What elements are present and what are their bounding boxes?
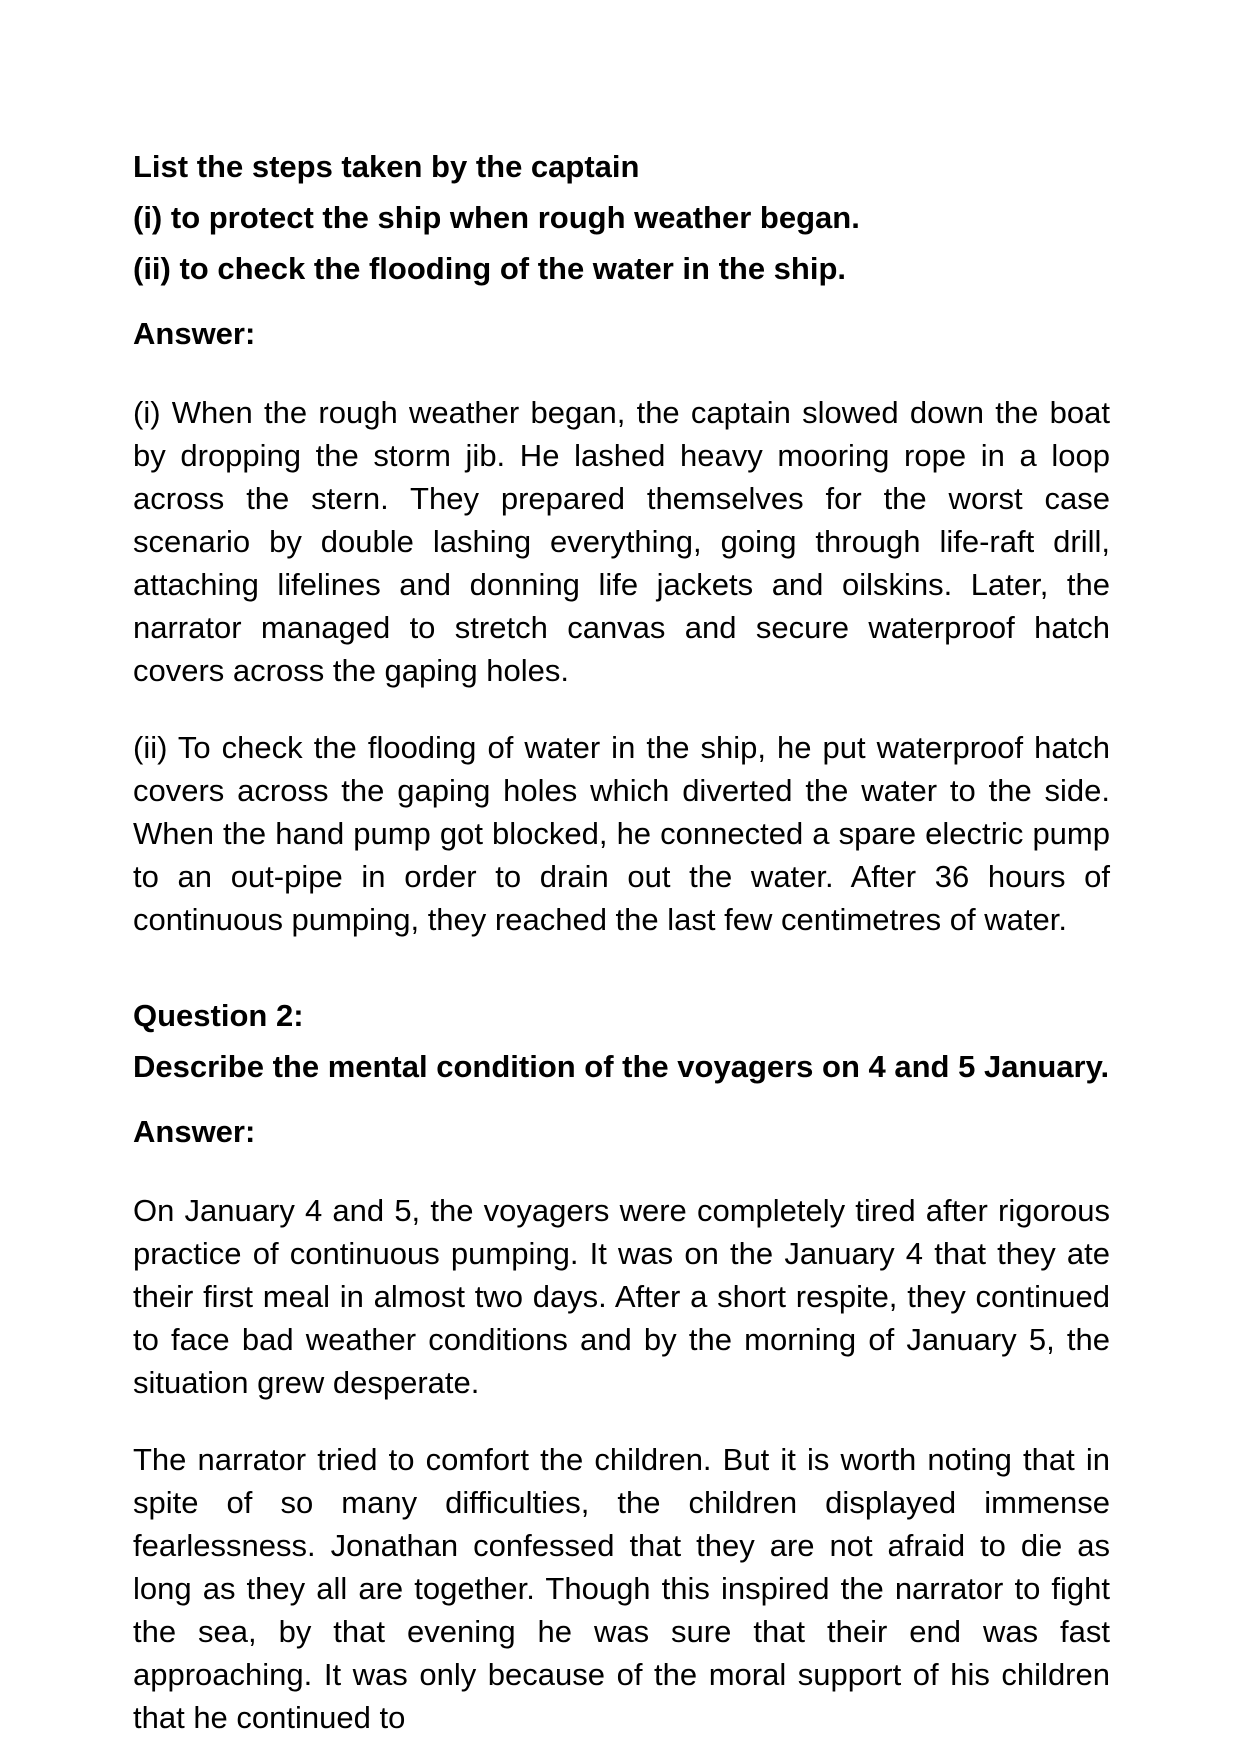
answer1-paragraph-i: (i) When the rough weather began, the captain slowed down the boat by dropping the storm jib. He lashed heavy mooring rope in a loop across the stern. They prepared themselves for the worst case scenario by double lashing everything, going through life-raft drill, attaching lifelines and donning life jackets and oilskins. Later, the narrator managed to stretch canvas and secure waterproof hatch covers across the gaping holes.	[133, 395, 1110, 688]
question1-part-ii: (ii) to check the flooding of the water in the ship.	[133, 251, 847, 286]
question1-prompt: List the steps taken by the captain	[133, 149, 640, 184]
answer2-paragraph-2: The narrator tried to comfort the children. But it is worth noting that in spite of so many difficulties, the children displayed immense fearlessness. Jonathan confessed that they are not afraid to die as long as they all are together. Though this inspired the narrator to fight the sea, by that evening he was sure that their end was fast approaching. It was only because of the moral support of his children that he continued to	[133, 1442, 1110, 1735]
answer2-paragraph-1: On January 4 and 5, the voyagers were completely tired after rigorous practice of continuous pumping. It was on the January 4 that they ate their first meal in almost two days. After a short respite, they continued to face bad weather conditions and by the morning of January 5, the situation grew desperate.	[133, 1193, 1110, 1400]
question1-part-i: (i) to protect the ship when rough weather began.	[133, 200, 860, 235]
question2-prompt: Describe the mental condition of the voyagers on 4 and 5 January.	[133, 1049, 1110, 1084]
answer2-label: Answer:	[133, 1114, 256, 1149]
question2-label: Question 2:	[133, 998, 304, 1033]
answer1-paragraph-ii: (ii) To check the flooding of water in the ship, he put waterproof hatch covers across the gaping holes which diverted the water to the side. When the hand pump got blocked, he connected a spare electric pump to an out-pipe in order to drain out the water. After 36 hours of continuous pumping, they reached the last few centimetres of water.	[133, 730, 1110, 937]
answer1-label: Answer:	[133, 316, 256, 351]
